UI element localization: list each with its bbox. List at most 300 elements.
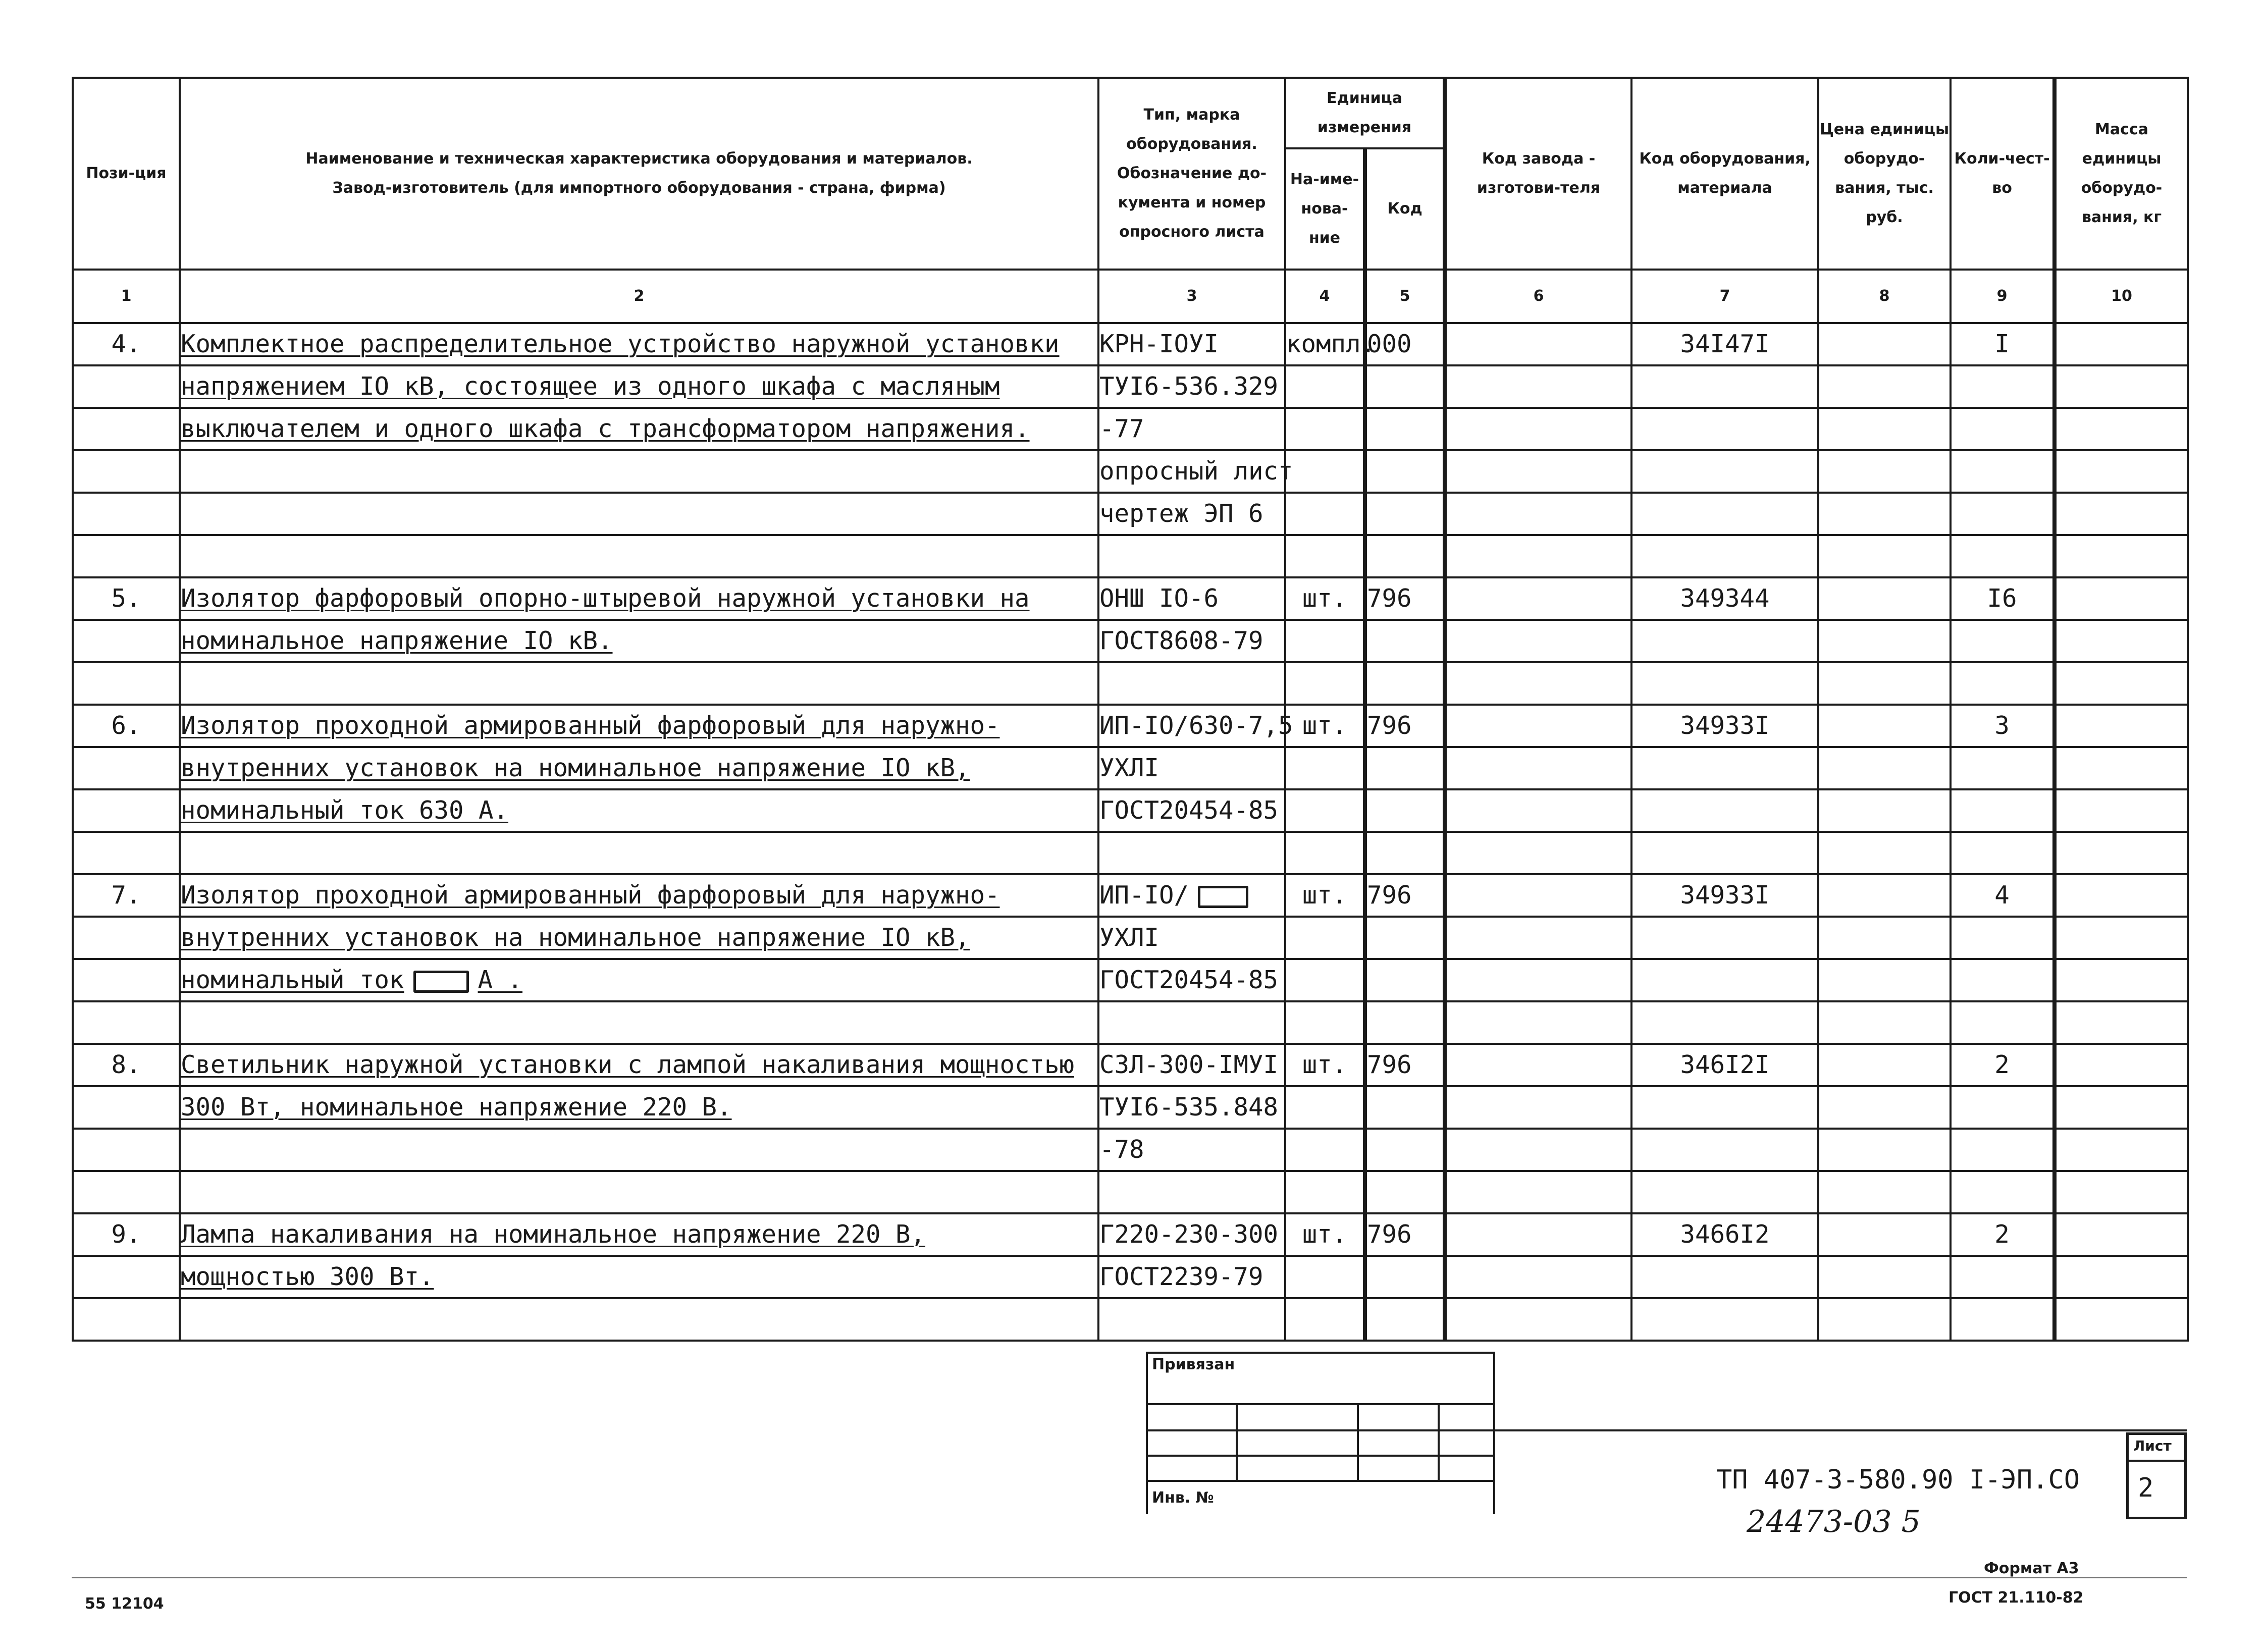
- mass-cell: [2055, 874, 2188, 917]
- price-cell: [1818, 1001, 1951, 1044]
- description-text: внутренних установок на номинальное напряжение IO кВ,: [181, 923, 970, 952]
- equipment-code-cell: [1631, 535, 1818, 577]
- unit-name-cell: [1285, 662, 1365, 705]
- type-cell: [1098, 577, 1285, 620]
- equipment-code-cell: [1631, 1129, 1818, 1171]
- position-cell: [73, 1171, 180, 1213]
- unit-name-cell: шт.: [1285, 705, 1365, 747]
- header-unit-name: На-име-нова-ние: [1285, 148, 1365, 270]
- unit-code-cell: [1365, 662, 1445, 705]
- quantity-cell: [1951, 1171, 2055, 1213]
- column-number: 5: [1365, 270, 1445, 323]
- equipment-code-cell: 34933I: [1631, 874, 1818, 917]
- description-text: номинальное напряжение IO кВ.: [181, 626, 613, 655]
- column-number: 10: [2055, 270, 2188, 323]
- unit-code-cell: [1365, 408, 1445, 450]
- description-cell: [180, 1086, 1098, 1129]
- unit-name-cell: [1285, 365, 1365, 408]
- description-cell: [180, 408, 1098, 450]
- stamp-line: [1146, 1403, 1494, 1405]
- position-cell: [73, 408, 180, 450]
- price-cell: [1818, 1213, 1951, 1256]
- type-text: ТУI6-536.329: [1099, 372, 1279, 401]
- footer-format: Формат А3: [1984, 1560, 2079, 1577]
- type-cell: [1098, 832, 1285, 874]
- manufacturer-code-cell: [1445, 959, 1631, 1001]
- price-cell: [1818, 620, 1951, 662]
- price-cell: [1818, 789, 1951, 832]
- unit-name-cell: шт.: [1285, 577, 1365, 620]
- unit-code-cell: [1365, 1001, 1445, 1044]
- table-row: [73, 1298, 2188, 1341]
- unit-code-cell: 796: [1365, 705, 1445, 747]
- position-cell: [73, 662, 180, 705]
- unit-code-cell: [1365, 959, 1445, 1001]
- column-number: 8: [1818, 270, 1951, 323]
- type-text: ГОСТ2239-79: [1099, 1262, 1263, 1291]
- position-cell: [73, 535, 180, 577]
- type-text: ОНШ IO-6: [1099, 584, 1219, 613]
- type-cell: [1098, 917, 1285, 959]
- table-row: [73, 1129, 2188, 1171]
- description-cell: [180, 1129, 1098, 1171]
- description-cell: [180, 747, 1098, 789]
- mass-cell: [2055, 620, 2188, 662]
- unit-name-cell: шт.: [1285, 1213, 1365, 1256]
- type-cell: [1098, 874, 1285, 917]
- unit-name-cell: шт.: [1285, 874, 1365, 917]
- unit-name-cell: [1285, 535, 1365, 577]
- position-cell: [73, 832, 180, 874]
- table-row: [73, 577, 2188, 620]
- manufacturer-code-cell: [1445, 705, 1631, 747]
- manufacturer-code-cell: [1445, 1256, 1631, 1298]
- unit-code-cell: [1365, 1129, 1445, 1171]
- mass-cell: [2055, 1001, 2188, 1044]
- equipment-code-cell: [1631, 1256, 1818, 1298]
- price-cell: [1818, 917, 1951, 959]
- position-cell: [73, 747, 180, 789]
- column-number: 9: [1951, 270, 2055, 323]
- unit-code-cell: [1365, 1256, 1445, 1298]
- position-cell: 6.: [73, 705, 180, 747]
- description-cell: [180, 1001, 1098, 1044]
- manufacturer-code-cell: [1445, 408, 1631, 450]
- unit-name-cell: [1285, 450, 1365, 493]
- mass-cell: [2055, 705, 2188, 747]
- stamp-line: [1438, 1403, 1440, 1481]
- unit-name-cell: [1285, 747, 1365, 789]
- quantity-cell: [1951, 1001, 2055, 1044]
- unit-code-cell: [1365, 620, 1445, 662]
- description-cell: [180, 450, 1098, 493]
- price-cell: [1818, 1171, 1951, 1213]
- table-row: [73, 1213, 2188, 1256]
- mass-cell: [2055, 535, 2188, 577]
- type-cell: [1098, 408, 1285, 450]
- manufacturer-code-cell: [1445, 450, 1631, 493]
- manufacturer-code-cell: [1445, 1129, 1631, 1171]
- table-row: [73, 1171, 2188, 1213]
- type-text: ИП-IO/: [1099, 881, 1189, 910]
- type-cell: [1098, 747, 1285, 789]
- header-type: Тип, марка оборудования. Обозначение до-кумента и номер опросного листа: [1098, 78, 1285, 270]
- quantity-cell: [1951, 1086, 2055, 1129]
- stamp-line: [1493, 1429, 2187, 1431]
- price-cell: [1818, 408, 1951, 450]
- mass-cell: [2055, 1298, 2188, 1341]
- price-cell: [1818, 1086, 1951, 1129]
- quantity-cell: [1951, 789, 2055, 832]
- unit-code-cell: 796: [1365, 1044, 1445, 1086]
- mass-cell: [2055, 450, 2188, 493]
- description-cell: [180, 620, 1098, 662]
- equipment-code-cell: [1631, 365, 1818, 408]
- description-text: выключателем и одного шкафа с трансформатором напряжения.: [181, 414, 1030, 443]
- description-text-after-blank: А .: [478, 966, 523, 994]
- footer-gost: ГОСТ 21.110-82: [1948, 1589, 2084, 1607]
- inventory-number-label: Инв. №: [1152, 1489, 1214, 1507]
- price-cell: [1818, 874, 1951, 917]
- unit-name-cell: компл.: [1285, 323, 1365, 365]
- type-cell: [1098, 1129, 1285, 1171]
- manufacturer-code-cell: [1445, 747, 1631, 789]
- mass-cell: [2055, 832, 2188, 874]
- type-text: СЗЛ-300-IМУI: [1099, 1050, 1279, 1079]
- price-cell: [1818, 662, 1951, 705]
- position-cell: [73, 620, 180, 662]
- equipment-code-cell: 349344: [1631, 577, 1818, 620]
- stamp-line: [1357, 1403, 1359, 1481]
- type-cell: [1098, 959, 1285, 1001]
- table-row: [73, 535, 2188, 577]
- type-cell: [1098, 1213, 1285, 1256]
- position-cell: 8.: [73, 1044, 180, 1086]
- description-cell: [180, 789, 1098, 832]
- header-price: Цена единицы оборудо-вания, тыс. руб.: [1818, 78, 1951, 270]
- equipment-code-cell: 34I47I: [1631, 323, 1818, 365]
- price-cell: [1818, 493, 1951, 535]
- table-row: [73, 323, 2188, 365]
- type-cell: [1098, 365, 1285, 408]
- quantity-cell: I: [1951, 323, 2055, 365]
- manufacturer-code-cell: [1445, 1171, 1631, 1213]
- description-cell: [180, 493, 1098, 535]
- manufacturer-code-cell: [1445, 620, 1631, 662]
- position-cell: [73, 1256, 180, 1298]
- blank-field-box: [1198, 886, 1248, 908]
- price-cell: [1818, 323, 1951, 365]
- manufacturer-code-cell: [1445, 577, 1631, 620]
- quantity-cell: 2: [1951, 1213, 2055, 1256]
- quantity-cell: [1951, 959, 2055, 1001]
- type-text: опросный лист: [1099, 457, 1293, 486]
- quantity-cell: [1951, 365, 2055, 408]
- manufacturer-code-cell: [1445, 832, 1631, 874]
- manufacturer-code-cell: [1445, 917, 1631, 959]
- stamp-line: [1236, 1403, 1238, 1481]
- price-cell: [1818, 577, 1951, 620]
- unit-code-cell: 796: [1365, 874, 1445, 917]
- description-cell: [180, 917, 1098, 959]
- quantity-cell: [1951, 620, 2055, 662]
- mass-cell: [2055, 1256, 2188, 1298]
- table-row: [73, 832, 2188, 874]
- description-cell: [180, 1213, 1098, 1256]
- quantity-cell: [1951, 662, 2055, 705]
- description-text: Изолятор проходной армированный фарфоровый для наружно-: [181, 881, 1000, 910]
- quantity-cell: [1951, 450, 2055, 493]
- type-cell: [1098, 535, 1285, 577]
- mass-cell: [2055, 1044, 2188, 1086]
- description-text: номинальный ток: [181, 966, 404, 994]
- price-cell: [1818, 705, 1951, 747]
- price-cell: [1818, 1256, 1951, 1298]
- price-cell: [1818, 1129, 1951, 1171]
- stamp-line: [1146, 1352, 1494, 1354]
- position-cell: [73, 493, 180, 535]
- header-equipment-code: Код оборудования, материала: [1631, 78, 1818, 270]
- equipment-code-cell: [1631, 1298, 1818, 1341]
- quantity-cell: [1951, 1129, 2055, 1171]
- column-number: 3: [1098, 270, 1285, 323]
- equipment-code-cell: 3466I2: [1631, 1213, 1818, 1256]
- description-text: Лампа накаливания на номинальное напряжение 220 В,: [181, 1220, 926, 1249]
- description-cell: [180, 1298, 1098, 1341]
- description-cell: [180, 662, 1098, 705]
- description-text: Изолятор проходной армированный фарфоровый для наружно-: [181, 711, 1000, 740]
- header-mass: Масса единицы оборудо-вания, кг: [2055, 78, 2188, 270]
- table-row: [73, 1001, 2188, 1044]
- unit-name-cell: [1285, 832, 1365, 874]
- equipment-code-cell: 346I2I: [1631, 1044, 1818, 1086]
- type-cell: [1098, 450, 1293, 493]
- unit-code-cell: [1365, 450, 1445, 493]
- type-text: -78: [1099, 1135, 1144, 1164]
- table-row: [73, 662, 2188, 705]
- description-cell: [180, 705, 1098, 747]
- quantity-cell: 2: [1951, 1044, 2055, 1086]
- position-cell: 5.: [73, 577, 180, 620]
- handwritten-number: 24473-03 5: [1747, 1504, 1921, 1539]
- unit-name-cell: шт.: [1285, 1044, 1365, 1086]
- position-cell: [73, 1086, 180, 1129]
- unit-name-cell: [1285, 1298, 1365, 1341]
- header-manufacturer-code: Код завода - изготови-теля: [1445, 78, 1631, 270]
- unit-name-cell: [1285, 493, 1365, 535]
- price-cell: [1818, 832, 1951, 874]
- mass-cell: [2055, 747, 2188, 789]
- header-unit-code: Код: [1365, 148, 1445, 270]
- unit-name-cell: [1285, 959, 1365, 1001]
- equipment-code-cell: [1631, 917, 1818, 959]
- manufacturer-code-cell: [1445, 493, 1631, 535]
- stamp-line: [1146, 1455, 1494, 1457]
- unit-name-cell: [1285, 620, 1365, 662]
- table-row: [73, 450, 2188, 493]
- unit-code-cell: [1365, 832, 1445, 874]
- equipment-code-cell: [1631, 662, 1818, 705]
- table-row: [73, 1086, 2188, 1129]
- footer-left-code: 55 12104: [85, 1595, 164, 1613]
- table-row: [73, 493, 2188, 535]
- mass-cell: [2055, 959, 2188, 1001]
- manufacturer-code-cell: [1445, 535, 1631, 577]
- table-row: [73, 959, 2188, 1001]
- position-cell: [73, 1298, 180, 1341]
- manufacturer-code-cell: [1445, 365, 1631, 408]
- description-cell: [180, 1256, 1098, 1298]
- equipment-code-cell: [1631, 1001, 1818, 1044]
- description-text: Комплектное распределительное устройство наружной установки: [181, 330, 1060, 358]
- manufacturer-code-cell: [1445, 1001, 1631, 1044]
- header-name: [180, 78, 1098, 270]
- header-quantity: Коли-чест-во: [1951, 78, 2055, 270]
- footer-line: [72, 1577, 2187, 1578]
- price-cell: [1818, 747, 1951, 789]
- unit-name-cell: [1285, 1171, 1365, 1213]
- type-text: КРН-IОУI: [1099, 330, 1219, 358]
- unit-code-cell: 796: [1365, 577, 1445, 620]
- equipment-code-cell: [1631, 747, 1818, 789]
- manufacturer-code-cell: [1445, 874, 1631, 917]
- price-cell: [1818, 1298, 1951, 1341]
- description-text: 300 Вт, номинальное напряжение 220 В.: [181, 1093, 732, 1122]
- description-cell: [180, 1044, 1098, 1086]
- type-cell: [1098, 789, 1285, 832]
- type-cell: [1098, 493, 1285, 535]
- quantity-cell: [1951, 1298, 2055, 1341]
- column-number: 1: [73, 270, 180, 323]
- type-cell: [1098, 1086, 1285, 1129]
- type-cell: [1098, 1298, 1285, 1341]
- unit-code-cell: 796: [1365, 1213, 1445, 1256]
- description-cell: [180, 1171, 1098, 1213]
- description-text: мощностью 300 Вт.: [181, 1262, 434, 1291]
- type-text: Г220-230-300: [1099, 1220, 1279, 1249]
- unit-name-cell: [1285, 1129, 1365, 1171]
- unit-code-cell: [1365, 1171, 1445, 1213]
- manufacturer-code-cell: [1445, 662, 1631, 705]
- sheet-number: 2: [2138, 1473, 2154, 1503]
- type-text: чертеж ЭП 6: [1099, 499, 1263, 528]
- blank-field-box: [413, 971, 469, 993]
- type-cell: [1098, 620, 1285, 662]
- unit-code-cell: [1365, 535, 1445, 577]
- quantity-cell: I6: [1951, 577, 2055, 620]
- quantity-cell: [1951, 917, 2055, 959]
- description-cell: [180, 365, 1098, 408]
- unit-name-cell: [1285, 789, 1365, 832]
- type-text: -77: [1099, 414, 1144, 443]
- manufacturer-code-cell: [1445, 789, 1631, 832]
- type-text: ГОСТ20454-85: [1099, 796, 1279, 825]
- quantity-cell: [1951, 535, 2055, 577]
- unit-code-cell: [1365, 747, 1445, 789]
- type-text: ГОСТ20454-85: [1099, 966, 1279, 994]
- quantity-cell: 4: [1951, 874, 2055, 917]
- stamp-line: [1146, 1480, 1494, 1482]
- position-cell: [73, 959, 180, 1001]
- unit-code-cell: [1365, 1086, 1445, 1129]
- manufacturer-code-cell: [1445, 1086, 1631, 1129]
- position-cell: [73, 789, 180, 832]
- description-cell: [180, 832, 1098, 874]
- column-number: 4: [1285, 270, 1365, 323]
- specification-table: [72, 77, 2189, 1342]
- equipment-code-cell: [1631, 832, 1818, 874]
- table-row: [73, 1044, 2188, 1086]
- column-number: 7: [1631, 270, 1818, 323]
- position-cell: [73, 365, 180, 408]
- type-cell: [1098, 1171, 1285, 1213]
- mass-cell: [2055, 1086, 2188, 1129]
- description-text: внутренних установок на номинальное напряжение IO кВ,: [181, 754, 970, 782]
- manufacturer-code-cell: [1445, 323, 1631, 365]
- unit-name-cell: [1285, 1001, 1365, 1044]
- unit-code-cell: [1365, 365, 1445, 408]
- type-text: ТУI6-535.848: [1099, 1093, 1279, 1122]
- sheet-label: Лист: [2133, 1437, 2172, 1454]
- price-cell: [1818, 1044, 1951, 1086]
- equipment-code-cell: [1631, 493, 1818, 535]
- equipment-code-cell: [1631, 959, 1818, 1001]
- unit-name-cell: [1285, 917, 1365, 959]
- position-cell: 4.: [73, 323, 180, 365]
- unit-code-cell: 000: [1365, 323, 1445, 365]
- description-cell: [180, 874, 1098, 917]
- quantity-cell: [1951, 1256, 2055, 1298]
- position-cell: [73, 1129, 180, 1171]
- table-row: [73, 874, 2188, 917]
- mass-cell: [2055, 1213, 2188, 1256]
- price-cell: [1818, 365, 1951, 408]
- unit-code-cell: [1365, 917, 1445, 959]
- table-row: [73, 747, 2188, 789]
- equipment-code-cell: [1631, 789, 1818, 832]
- document-code: ТП 407-3-580.90 I-ЭП.СО: [1716, 1465, 2080, 1495]
- mass-cell: [2055, 577, 2188, 620]
- unit-name-cell: [1285, 408, 1365, 450]
- table-row: [73, 917, 2188, 959]
- position-cell: 7.: [73, 874, 180, 917]
- unit-name-cell: [1285, 1086, 1365, 1129]
- description-text: номинальный ток 630 А.: [181, 796, 509, 825]
- unit-code-cell: [1365, 1298, 1445, 1341]
- description-text: Светильник наружной установки с лампой накаливания мощностью: [181, 1050, 1075, 1079]
- price-cell: [1818, 450, 1951, 493]
- header-name-line1: Наименование и техническая характеристика оборудования и материалов.: [305, 150, 973, 168]
- position-cell: 9.: [73, 1213, 180, 1256]
- type-cell: [1098, 662, 1285, 705]
- stamp-line: [1493, 1352, 1495, 1514]
- equipment-code-cell: [1631, 450, 1818, 493]
- header-unit: Единица измерения: [1285, 78, 1445, 148]
- quantity-cell: [1951, 493, 2055, 535]
- stamp-line: [1146, 1429, 1494, 1431]
- quantity-cell: [1951, 408, 2055, 450]
- type-cell: [1098, 1044, 1285, 1086]
- type-cell: [1098, 705, 1293, 747]
- type-cell: [1098, 1256, 1285, 1298]
- stamp-line: [1146, 1352, 1148, 1514]
- equipment-code-cell: [1631, 1171, 1818, 1213]
- equipment-code-cell: 34933I: [1631, 705, 1818, 747]
- mass-cell: [2055, 662, 2188, 705]
- header-name-line2: Завод-изготовитель (для импортного оборудования - страна, фирма): [332, 179, 946, 197]
- position-cell: [73, 917, 180, 959]
- description-cell: [180, 959, 1098, 1001]
